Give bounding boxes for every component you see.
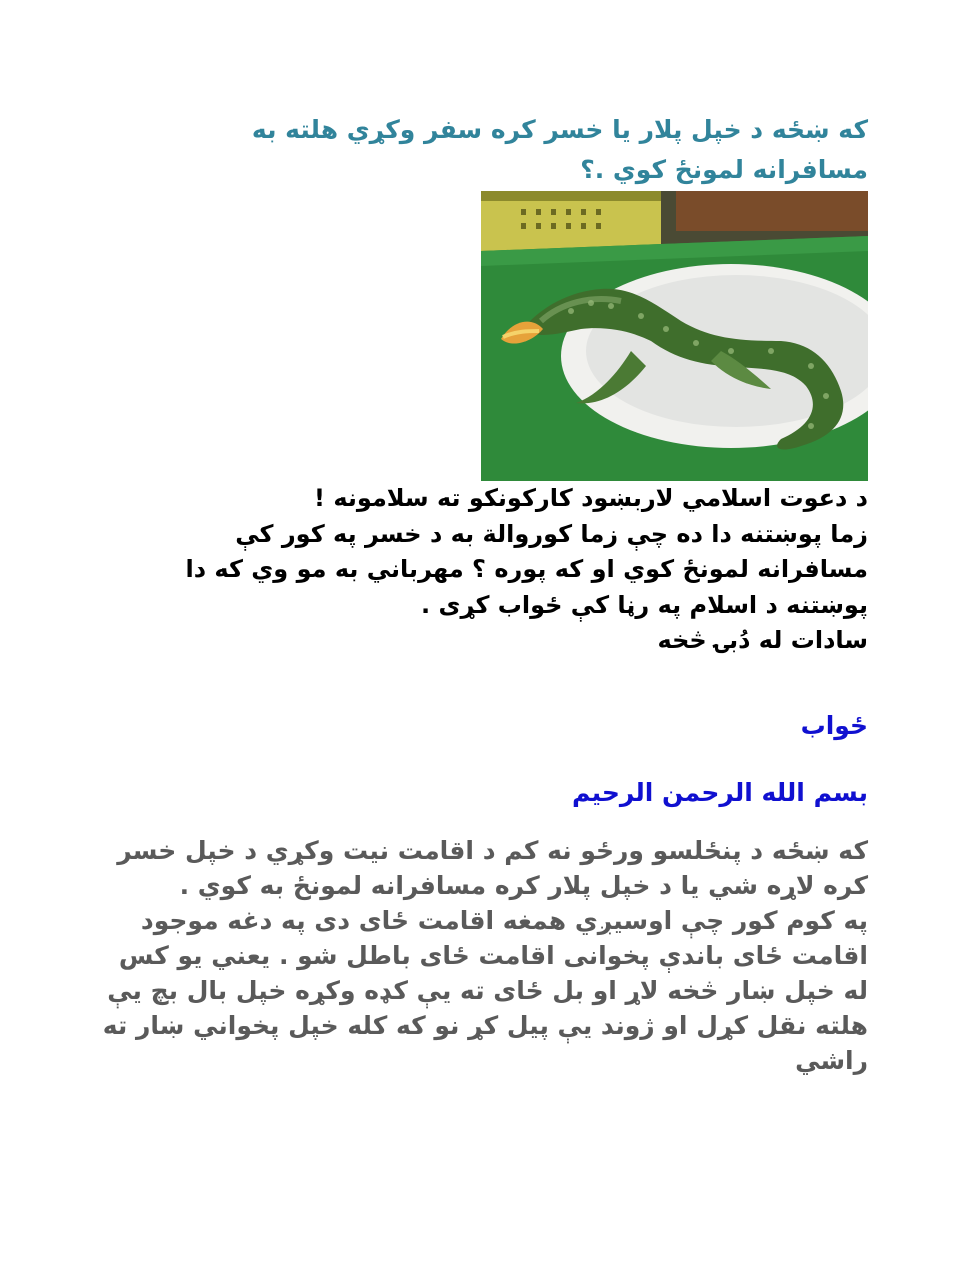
answer-body	[100, 833, 868, 1078]
question-signature: سادات له دُبۍ څخه	[657, 626, 868, 654]
article-title: كه ښځه د خپل پلار يا خسر كره سفر وكړي هلته به مسافرانه لمونځ كوي .؟	[251, 115, 868, 184]
answer-heading: ځواب	[800, 711, 868, 740]
question-text: زما پوښتنه دا ده چې زما كوروالة به د خسر په كور كې مسافرانه لمونځ كوي او كه پوره ؟ مهرباني به مو وي كه دا پوښتنه د اسلام په رڼا كې ځواب كړی .	[185, 519, 868, 619]
greeting-line: د دعوت اسلامي لاربښود كاركونكو ته سلامونه !	[314, 484, 868, 512]
answer-paragraph-1: كه ښځه د پنځلسو ورځو نه كم د اقامت نيت وكړي د خپل خسر كره لاړه شي يا د خپل پلار كره مسافرانه لمونځ به كوي .	[117, 836, 868, 900]
answer-paragraph-2: په كوم كور چې اوسيږي همغه اقامت ځاى دی په دغه موجود اقامت ځاى باندې پخوانى اقامت ځاى باطل شو . يعني يو كس له خپل ښار څخه لاړ او بل ځاى ته يې كډه وكړه خپل بال بچ يې هلته نقل كړل او ژوند يې پيل كړ نو كه كله خپل پخواني ښار ته راشي	[102, 906, 868, 1075]
reader-question	[160, 481, 868, 659]
photo-illustration	[481, 191, 868, 481]
bismillah-heading: بسم الله الرحمن الرحيم	[572, 778, 868, 807]
crocodile-vegetable-photo	[481, 191, 868, 481]
